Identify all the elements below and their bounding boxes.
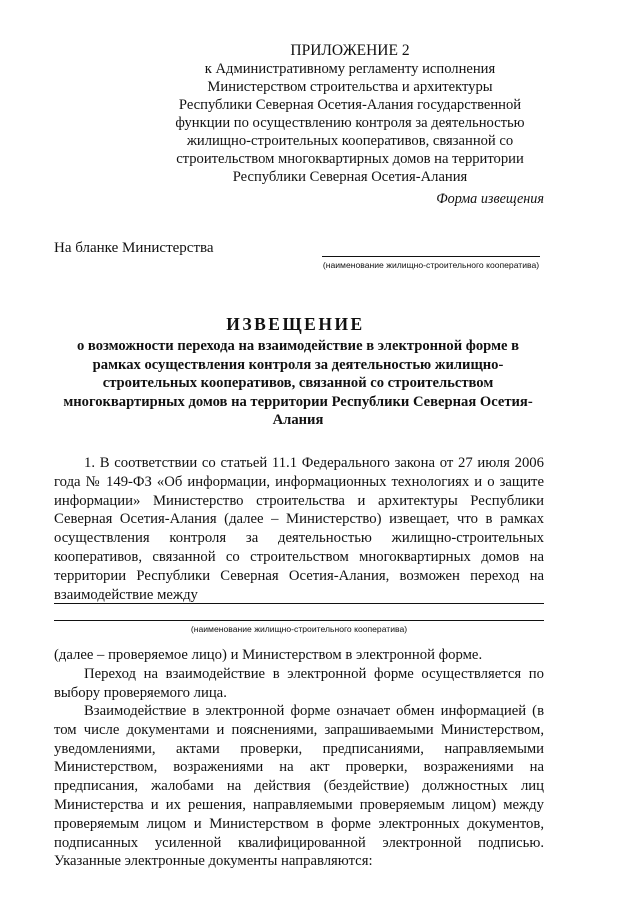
paragraph-3: Переход на взаимодействие в электронной форме осуществляется по выбору проверяемого лица. [54, 666, 544, 701]
form-label: Форма извещения [436, 191, 544, 207]
paragraph-2: (далее – проверяемое лицо) и Министерством в электронной форме. [54, 647, 483, 663]
coop-name-caption: (наименование жилищно-строительного кооператива) [322, 260, 540, 270]
fill-line-1 [54, 603, 544, 604]
blank-label: На бланке Министерства [54, 240, 214, 256]
notice-title: ИЗВЕЩЕНИЕ [226, 314, 365, 334]
fill-line-caption: (наименование жилищно-строительного кооператива) [190, 624, 408, 634]
appendix-text: к Административному регламенту исполнения Министерством строительства и архитектуры Республики Северная Осетия-Алания государственной функции по осуществлению контроля за деятельностью жилищно-строительных кооперативов, связанной со строительством многоквартирных домов на территории Республики Северная Осетия-Алания [175, 61, 525, 185]
appendix-title: ПРИЛОЖЕНИЕ 2 [290, 42, 410, 59]
coop-name-line [322, 256, 540, 257]
paragraph-4: Взаимодействие в электронной форме означает обмен информацией (в том числе документами и пояснениями, запрашиваемыми Министерством, уведомлениями, актами проверки, предписаниями, направляемыми Министерством, возражениями на акт проверки, возражениями на предписания, жалобами на действия (бездействие) должностных лиц Министерства и их решения, направляемыми проверяемым лицом) между проверяемым лицом и Министерством в форме электронных документов, подписанных усиленной квалифицированной электронной подписью. Указанные электронные документы направляются: [54, 703, 544, 870]
appendix-header [170, 42, 530, 186]
fill-line-2 [54, 620, 544, 621]
paragraph-1: 1. В соответствии со статьей 11.1 Федерального закона от 27 июля 2006 года № 149-ФЗ «Об информации, информационных технологиях и о защите информации» Министерство строительства и архитектуры Республики Северная Осетия-Алания (далее – Министерство) извещает, что в рамках осуществления контроля за деятельностью жилищно-строительных кооперативов, связанной со строительством многоквартирных домов на территории Республики Северная Осетия-Алания, возможен переход на взаимодействие между [54, 455, 544, 603]
notice-subtitle: о возможности перехода на взаимодействие в электронной форме в рамках осуществления контроля за деятельностью жилищно-строительных кооперативов, связанной со строительством многоквартирных домов на территории Республики Северная Осетия-Алания [63, 338, 533, 428]
